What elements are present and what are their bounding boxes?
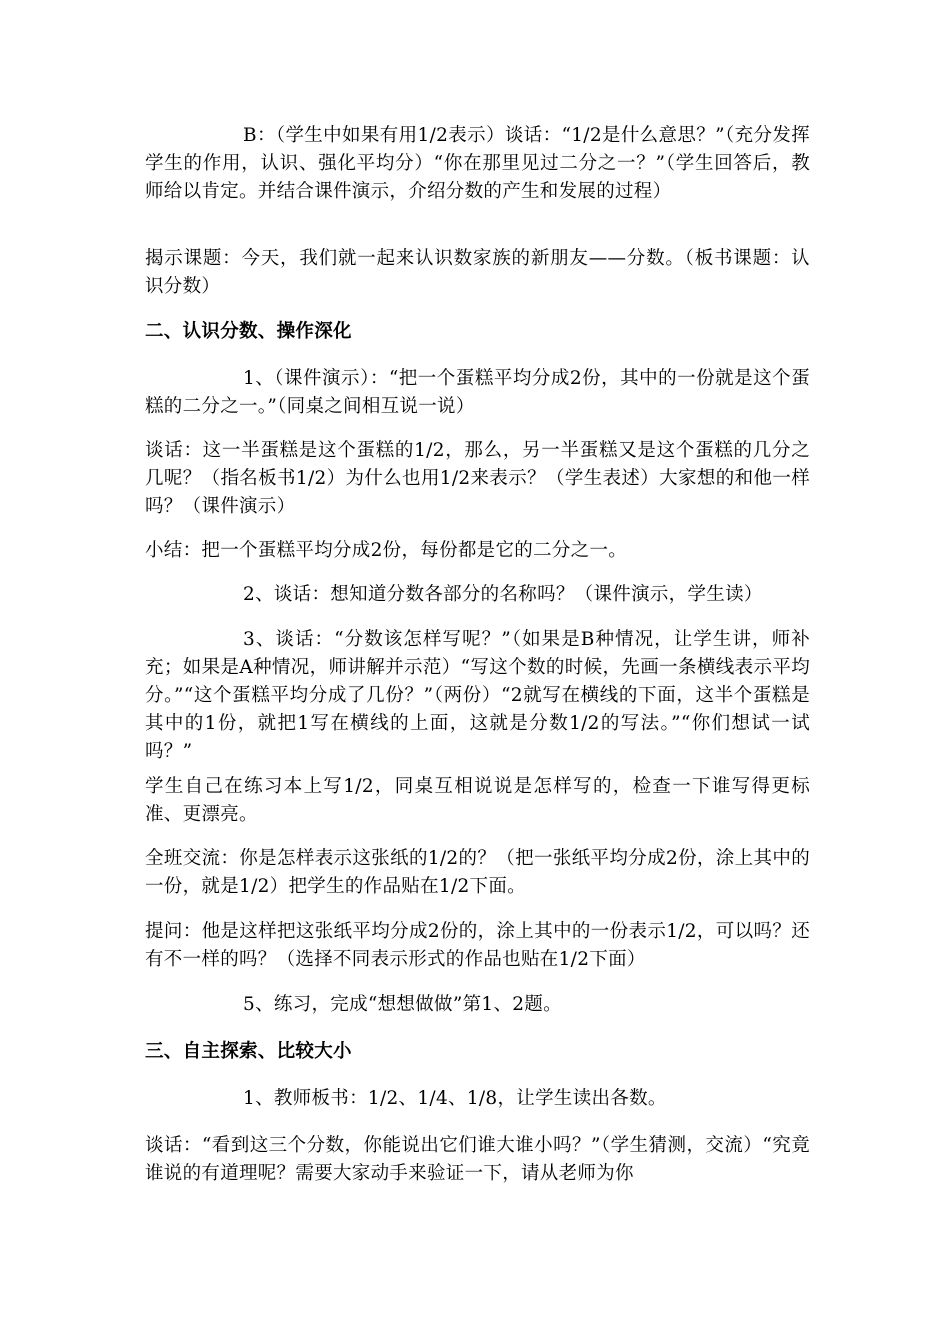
paragraph-talk-half: 谈话：这一半蛋糕是这个蛋糕的1/2，那么，另一半蛋糕又是这个蛋糕的几分之几呢？（指名板书1/2）为什么也用1/2来表示？（学生表述）大家想的和他一样吗？（课件演示） [145, 440, 810, 517]
paragraph-summary: 小结：把一个蛋糕平均分成2份，每份都是它的二分之一。 [145, 540, 628, 561]
paragraph-compare-talk: 谈话：“看到这三个分数，你能说出它们谁大谁小吗？”（学生猜测，交流）“究竟谁说的有道理呢？需要大家动手来验证一下，请从老师为你 [145, 1135, 810, 1184]
paragraph-step-1: 1、（课件演示）：“把一个蛋糕平均分成2份，其中的一份就是这个蛋糕的二分之一。”（同桌之间相互说一说） [145, 368, 810, 417]
paragraph-student-write: 学生自己在练习本上写1/2，同桌互相说说是怎样写的，检查一下谁写得更标准、更漂亮。 [145, 776, 810, 825]
paragraph-reveal-topic: 揭示课题：今天，我们就一起来认识数家族的新朋友——分数。（板书课题：认识分数） [145, 248, 810, 297]
paragraph-step-2: 2、谈话：想知道分数各部分的名称吗？（课件演示，学生读） [243, 584, 763, 605]
paragraph-b-case: B：（学生中如果有用1/2表示）谈话：“1/2是什么意思？”（充分发挥学生的作用，认识、强化平均分）“你在那里见过二分之一？”（学生回答后，教师给以肯定。并结合课件演示，介绍分数的产生和发展的过程） [145, 125, 810, 202]
paragraph-class-exchange: 全班交流：你是怎样表示这张纸的1/2的？（把一张纸平均分成2份，涂上其中的一份，就是1/2）把学生的作品贴在1/2下面。 [145, 848, 810, 897]
paragraph-step-5: 5、练习，完成“想想做做”第1、2题。 [243, 994, 562, 1015]
paragraph-board-writing: 1、教师板书：1/2、1/4、1/8，让学生读出各数。 [243, 1088, 667, 1109]
section-heading-2: 二、认识分数、操作深化 [145, 321, 352, 342]
paragraph-step-3: 3、谈话：“分数该怎样写呢？”（如果是B种情况，让学生讲，师补充；如果是A种情况，师讲解并示范）“写这个数的时候，先画一条横线表示平均分。”“这个蛋糕平均分成了几份？”（两份）“2就写在横线的下面，这半个蛋糕是其中的1份，就把1写在横线的上面，这就是分数1/2的写法。”“你们想试一试吗？” [145, 629, 810, 762]
paragraph-question: 提问：他是这样把这张纸平均分成2份的，涂上其中的一份表示1/2，可以吗？还有不一样的吗？（选择不同表示形式的作品也贴在1/2下面） [145, 921, 810, 970]
section-heading-3: 三、自主探索、比较大小 [145, 1041, 352, 1062]
